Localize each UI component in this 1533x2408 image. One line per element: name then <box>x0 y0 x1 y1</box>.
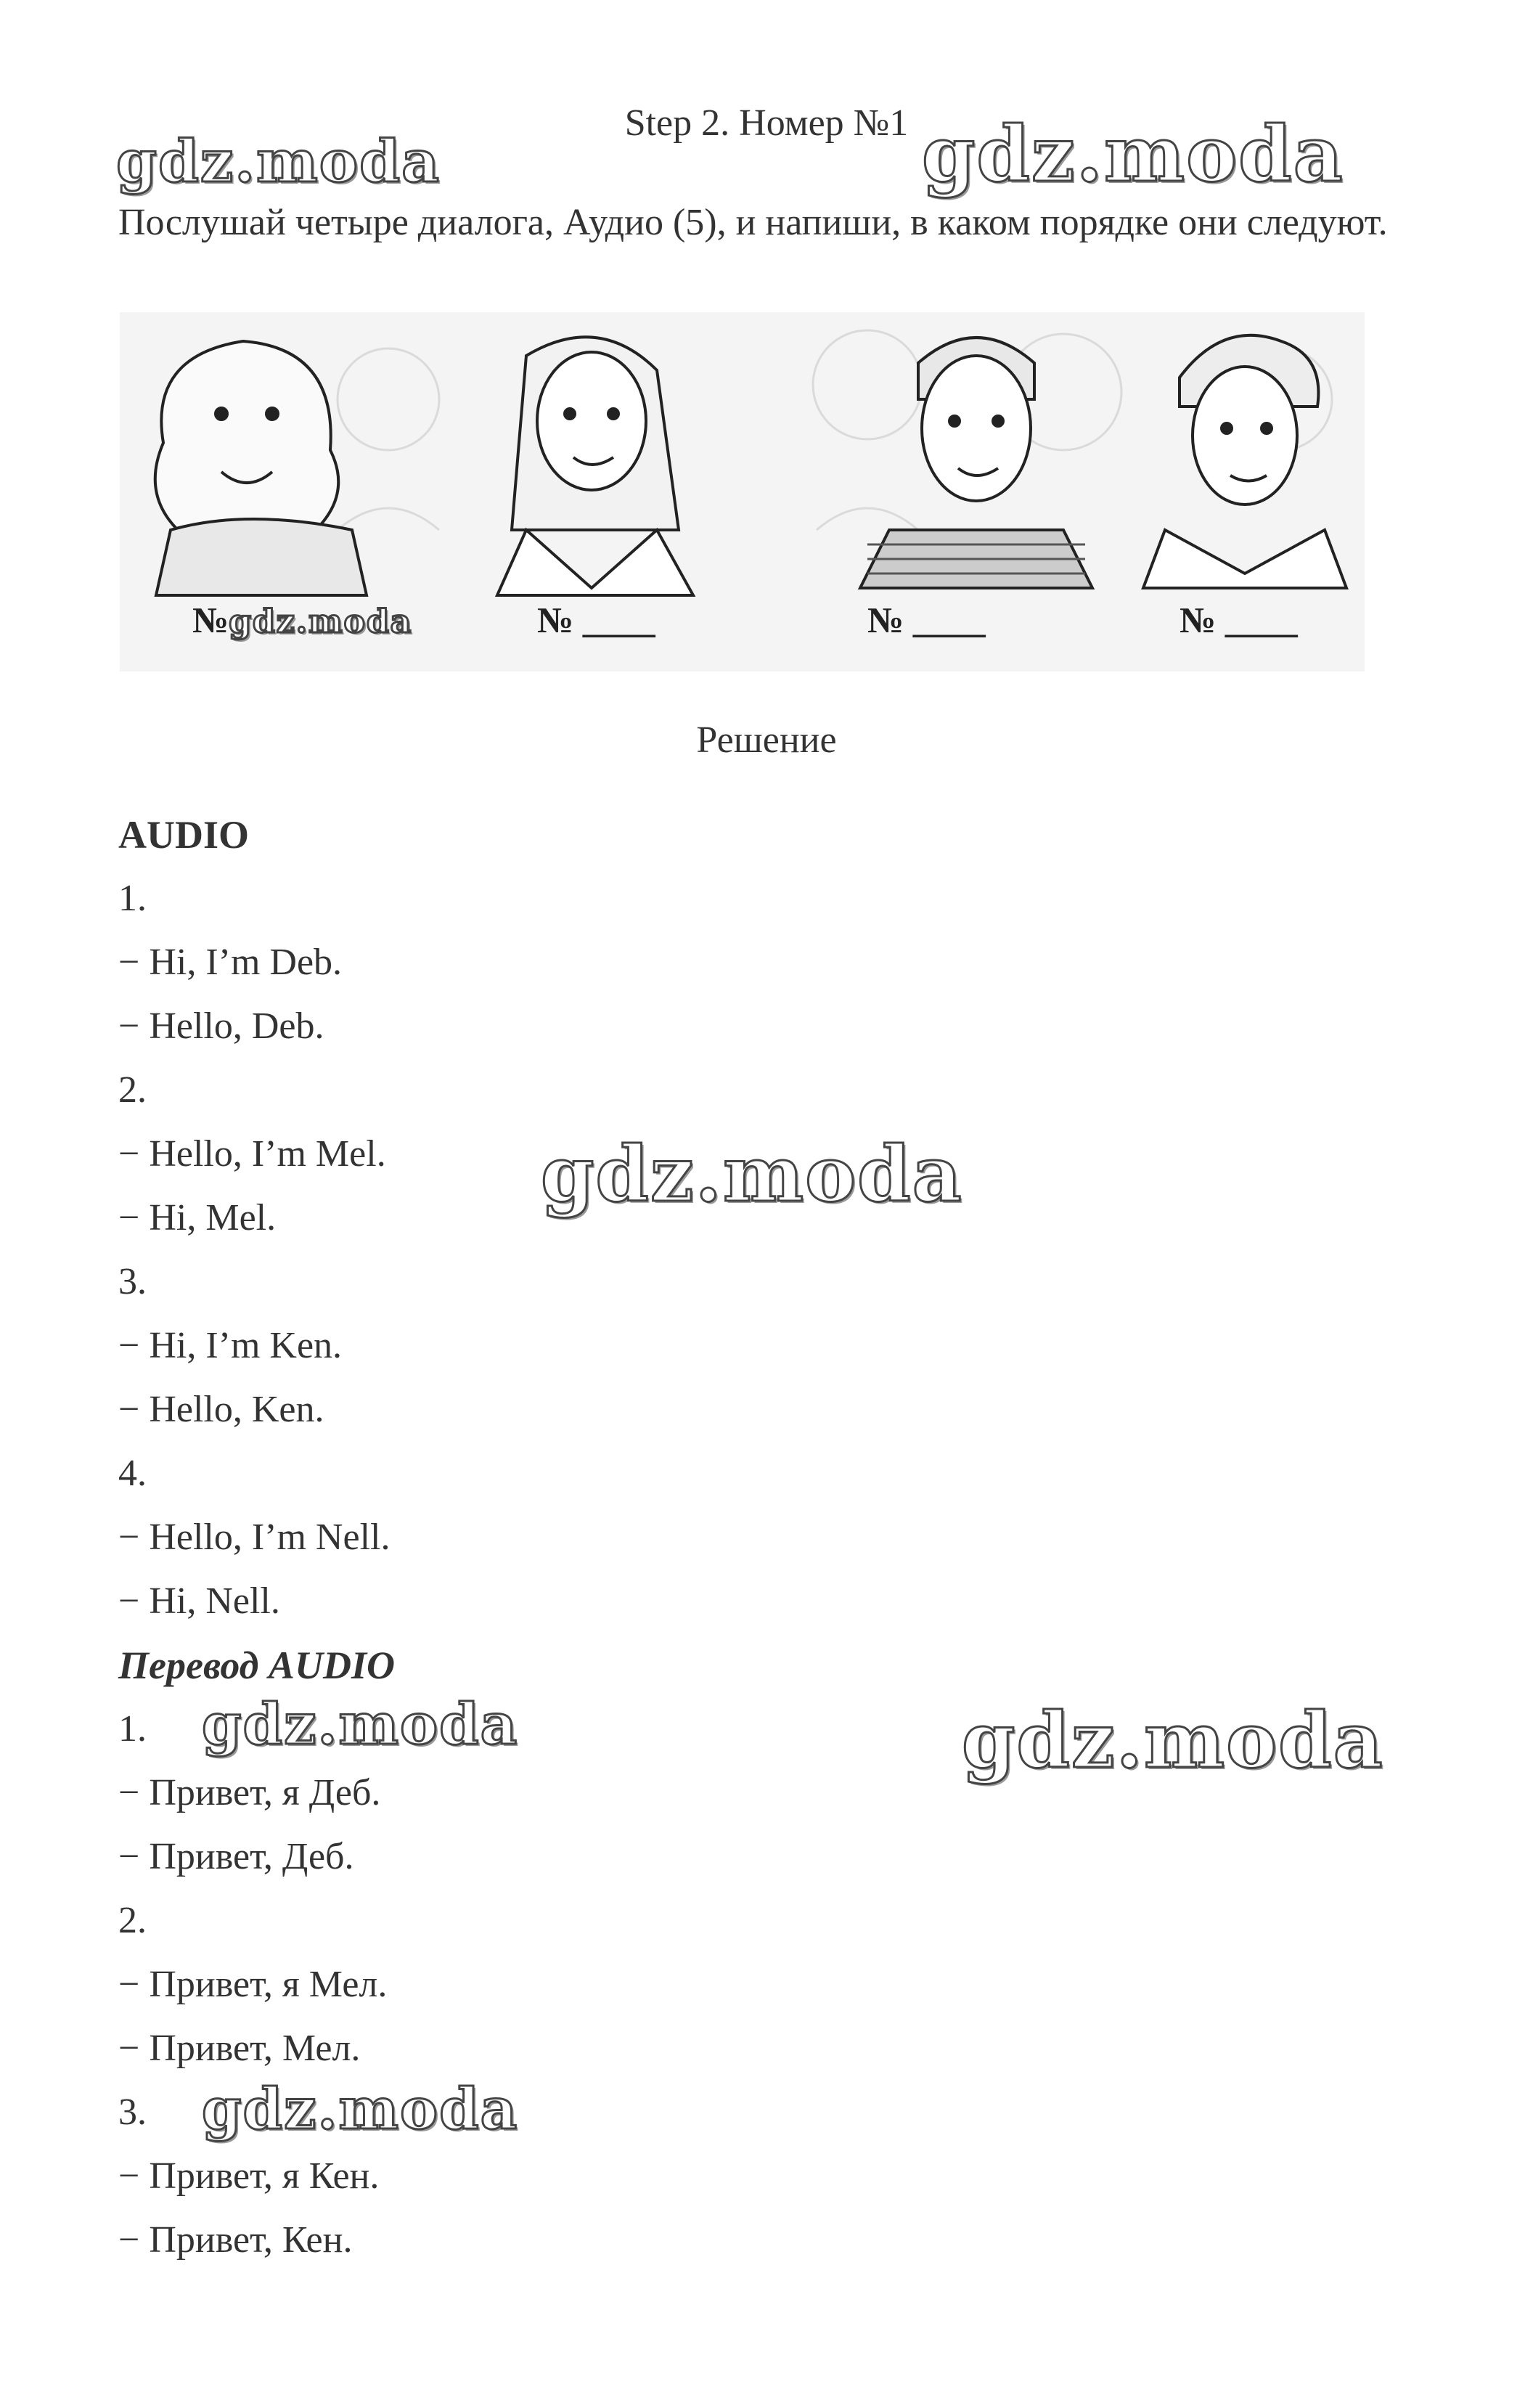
watermark: gdz.moda <box>541 1129 963 1219</box>
audio-line: − Hello, I’m Nell. <box>118 1517 391 1558</box>
audio-line: − Hi, Mel. <box>118 1197 277 1238</box>
curly-girl-figure <box>155 341 367 595</box>
exercise-instruction: Послушай четыре диалога, Аудио (5), и напиши, в каком порядке они следуют. <box>118 202 1388 243</box>
caption-2: № ____ <box>537 600 655 640</box>
watermark: gdz.moda <box>116 127 441 195</box>
translation-heading: Перевод AUDIO <box>118 1644 395 1687</box>
striped-shirt-boy-figure <box>860 338 1092 588</box>
watermark: gdz.moda <box>202 2076 519 2142</box>
audio-line: 1. <box>118 878 147 919</box>
translation-line: − Привет, Кен. <box>118 2219 353 2261</box>
translation-line: 1. <box>118 1708 147 1750</box>
audio-heading: AUDIO <box>118 813 250 857</box>
audio-line: − Hi, I’m Deb. <box>118 942 343 983</box>
curly-hair-boy-figure <box>1143 335 1346 588</box>
translation-line: − Привет, я Деб. <box>118 1772 381 1813</box>
audio-line: − Hello, Deb. <box>118 1005 324 1047</box>
audio-line: 2. <box>118 1069 147 1111</box>
audio-line: − Hi, Nell. <box>118 1580 280 1622</box>
caption-3: № ____ <box>867 600 986 640</box>
watermark-caption: gdz.moda <box>229 603 413 640</box>
long-hair-girl-figure <box>497 337 693 595</box>
children-illustration <box>120 312 1365 672</box>
caption-4: № ____ <box>1180 600 1298 640</box>
translation-line: 2. <box>118 1900 147 1941</box>
translation-line: − Привет, Деб. <box>118 1836 354 1877</box>
translation-line: − Привет, я Кен. <box>118 2155 380 2197</box>
translation-line: 3. <box>118 2091 147 2133</box>
translation-line: − Привет, Мел. <box>118 2028 361 2069</box>
audio-line: − Hi, I’m Ken. <box>118 1325 343 1366</box>
audio-line: 4. <box>118 1453 147 1494</box>
audio-line: − Hello, I’m Mel. <box>118 1133 386 1175</box>
watermark: gdz.moda <box>202 1691 519 1758</box>
audio-line: 3. <box>118 1261 147 1302</box>
page-title: Step 2. Номер №1 <box>624 102 909 144</box>
audio-line: − Hello, Ken. <box>118 1389 324 1430</box>
translation-line: − Привет, я Мел. <box>118 1964 388 2005</box>
watermark: gdz.moda <box>962 1695 1384 1785</box>
solution-heading: Решение <box>696 719 837 761</box>
caption-1: №gdz.moda <box>192 600 413 640</box>
watermark: gdz.moda <box>922 109 1344 199</box>
